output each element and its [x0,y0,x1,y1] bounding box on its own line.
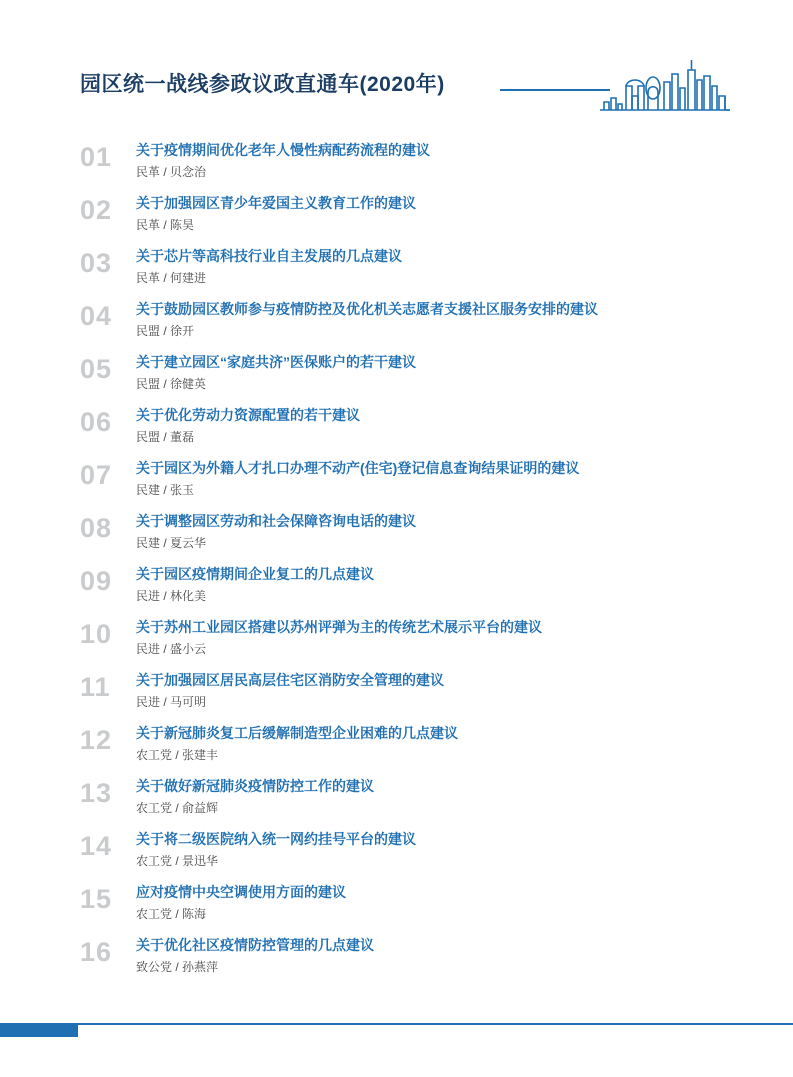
list-item-title[interactable]: 关于芯片等高科技行业自主发展的几点建议 [136,248,402,264]
list-item-meta: 民建 / 张玉 [136,483,195,497]
city-skyline-icon [600,52,730,122]
list-item-title[interactable]: 关于做好新冠肺炎疫情防控工作的建议 [136,778,374,794]
list-item-number: 05 [80,354,113,384]
list-item-title[interactable]: 关于新冠肺炎复工后缓解制造型企业困难的几点建议 [136,725,458,741]
list-item-number: 10 [80,619,113,649]
list-item[interactable] [0,140,793,193]
list-item-title[interactable]: 关于加强园区青少年爱国主义教育工作的建议 [136,195,416,211]
list-item-meta: 民革 / 何建进 [136,271,207,285]
footer-divider-line [0,1023,793,1025]
list-item-meta: 农工党 / 陈海 [136,907,207,921]
list-item-meta: 民盟 / 董磊 [136,430,195,444]
list-item-meta: 民盟 / 徐开 [136,324,195,338]
list-item-title[interactable]: 关于优化劳动力资源配置的若干建议 [136,407,360,423]
header-divider-line [500,89,610,91]
list-item-meta: 民盟 / 徐健英 [136,377,207,391]
list-item[interactable] [0,882,793,935]
list-item[interactable] [0,829,793,882]
list-item-body [136,193,753,233]
list-item-meta: 农工党 / 俞益辉 [136,801,219,815]
list-item-meta: 民进 / 马可明 [136,695,207,709]
list-item[interactable] [0,458,793,511]
list-item-title[interactable]: 应对疫情中央空调使用方面的建议 [136,884,346,900]
list-item-title[interactable]: 关于调整园区劳动和社会保障咨询电话的建议 [136,513,416,529]
list-item-body [136,670,753,710]
list-item-number: 03 [80,248,113,278]
list-item-body [136,564,753,604]
list-item-title[interactable]: 关于园区为外籍人才扎口办理不动产(住宅)登记信息查询结果证明的建议 [136,460,580,476]
list-item-meta: 农工党 / 景迅华 [136,854,219,868]
list-item-number: 16 [80,937,113,967]
list-item[interactable] [0,564,793,617]
page-title: 园区统一战线参政议政直通车(2020年) [80,73,445,96]
list-item[interactable] [0,776,793,829]
list-item-title[interactable]: 关于建立园区“家庭共济”医保账户的若干建议 [136,354,416,370]
list-item-body [136,458,753,498]
list-item-title[interactable]: 关于加强园区居民高层住宅区消防安全管理的建议 [136,672,444,688]
list-item-title[interactable]: 关于优化社区疫情防控管理的几点建议 [136,937,374,953]
list-item-body [136,352,753,392]
list-item[interactable] [0,193,793,246]
list-item-title[interactable]: 关于苏州工业园区搭建以苏州评弹为主的传统艺术展示平台的建议 [136,619,542,635]
list-item-number: 08 [80,513,113,543]
list-item-meta: 民进 / 盛小云 [136,642,207,656]
list-item-number: 01 [80,142,113,172]
list-item-body [136,140,753,180]
list-item[interactable] [0,935,793,988]
list-item-number: 04 [80,301,113,331]
list-item-meta: 民进 / 林化美 [136,589,207,603]
list-item-body [136,246,753,286]
list-item-body [136,511,753,551]
list-item-number: 06 [80,407,113,437]
list-item-number: 15 [80,884,113,914]
list-item-meta: 民革 / 陈昊 [136,218,195,232]
list-item-number: 11 [80,672,111,702]
list-item-number: 12 [80,725,113,755]
list-item-meta: 农工党 / 张建丰 [136,748,219,762]
list-item-meta: 民革 / 贝念治 [136,165,207,179]
list-item-body [136,723,753,763]
document-header [0,60,793,120]
list-item-meta: 致公党 / 孙燕萍 [136,960,219,974]
footer-accent-bar [0,1025,78,1037]
list-item[interactable] [0,246,793,299]
list-item-body [136,299,753,339]
list-item-number: 07 [80,460,113,490]
list-item[interactable] [0,670,793,723]
proposal-list [0,140,793,988]
list-item-title[interactable]: 关于疫情期间优化老年人慢性病配药流程的建议 [136,142,430,158]
list-item[interactable] [0,352,793,405]
list-item-number: 09 [80,566,113,596]
list-item[interactable] [0,511,793,564]
list-item-number: 14 [80,831,113,861]
list-item-body [136,405,753,445]
list-item-body [136,617,753,657]
list-item-body [136,829,753,869]
list-item[interactable] [0,405,793,458]
list-item-body [136,882,753,922]
list-item[interactable] [0,617,793,670]
list-item-body [136,935,753,975]
list-item-title[interactable]: 关于将二级医院纳入统一网约挂号平台的建议 [136,831,416,847]
list-item-number: 13 [80,778,113,808]
list-item-title[interactable]: 关于鼓励园区教师参与疫情防控及优化机关志愿者支援社区服务安排的建议 [136,301,598,317]
list-item-title[interactable]: 关于园区疫情期间企业复工的几点建议 [136,566,374,582]
list-item[interactable] [0,299,793,352]
list-item-number: 02 [80,195,113,225]
list-item[interactable] [0,723,793,776]
list-item-meta: 民建 / 夏云华 [136,536,207,550]
list-item-body [136,776,753,816]
